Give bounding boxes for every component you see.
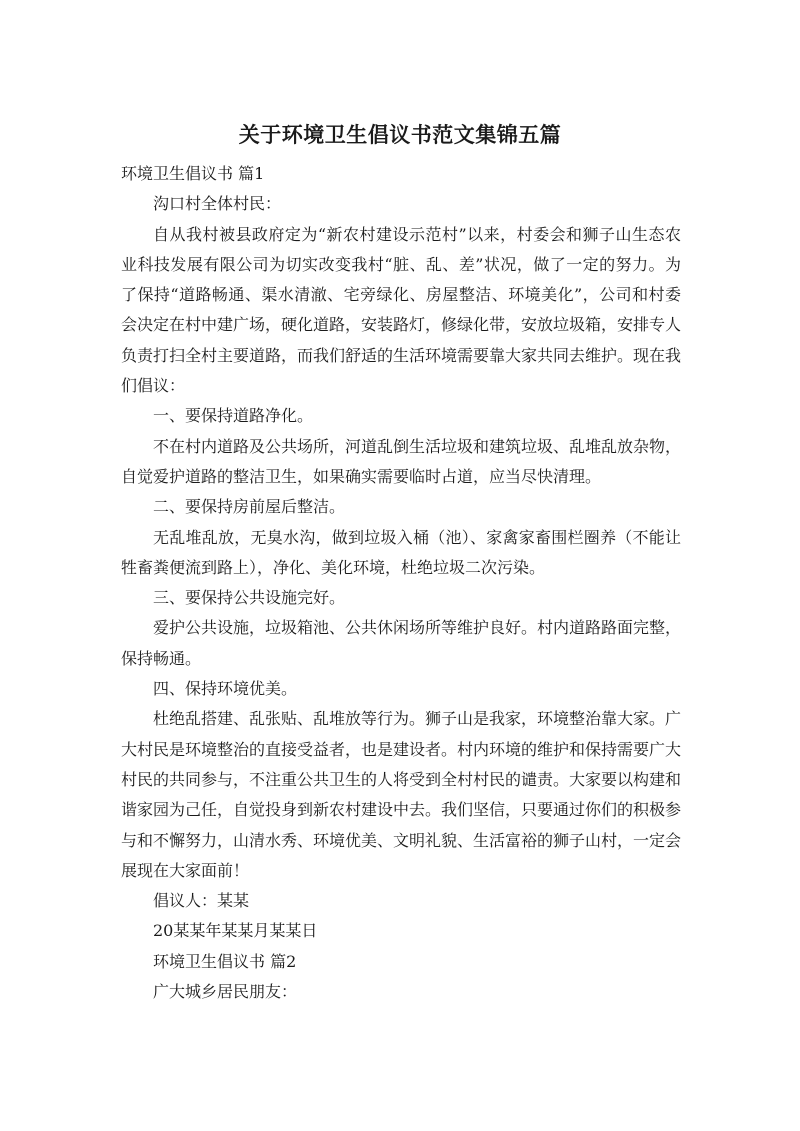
point-body-3: 爱护公共设施，垃圾箱池、公共休闲场所等维护良好。村内道路路面完整，保持畅通。	[121, 618, 682, 668]
date-line: 20某某年某某月某某日	[153, 921, 318, 941]
signature-line: 倡议人：某某	[153, 891, 250, 911]
point-heading-1: 一、要保持道路净化。	[153, 406, 314, 426]
salutation: 沟口村全体村民：	[153, 194, 282, 214]
section-heading-1: 环境卫生倡议书 篇1	[121, 164, 265, 183]
paragraph-intro: 自从我村被县政府定为“新农村建设示范村”以来，村委会和狮子山生态农业科技发展有限公司为切实改变我村“脏、乱、差”状况，做了一定的努力。为了保持“道路畅通、渠水清澈、宅旁绿化、房屋整洁、环境美化”，公司和村委会决定在村中建广场，硬化道路，安装路灯，修绿化带，安放垃圾箱，安排专人负责打扫全村主要道路，而我们舒适的生活环境需要靠大家共同去维护。现在我们倡议：	[121, 224, 682, 396]
document-body	[121, 159, 681, 1007]
point-body-2: 无乱堆乱放，无臭水沟，做到垃圾入桶（池）、家禽家畜围栏圈养（不能让牲畜粪便流到路上），净化、美化环境，杜绝垃圾二次污染。	[121, 527, 681, 577]
section-heading-2: 环境卫生倡议书 篇2	[153, 951, 297, 971]
point-heading-3: 三、要保持公共设施完好。	[153, 588, 346, 608]
point-body-4: 杜绝乱搭建、乱张贴、乱堆放等行为。狮子山是我家，环境整治靠大家。广大村民是环境整治的直接受益者，也是建设者。村内环境的维护和保持需要广大村民的共同参与，不注重公共卫生的人将受到全村村民的谴责。大家要以构建和谐家园为己任，自觉投身到新农村建设中去。我们坚信，只要通过你们的积极参与和不懈努力，山清水秀、环境优美、文明礼貌、生活富裕的狮子山村，一定会展现在大家面前！	[121, 709, 682, 880]
salutation-2: 广大城乡居民朋友：	[153, 982, 298, 1002]
document-title: 关于环境卫生倡议书范文集锦五篇	[238, 123, 562, 147]
point-heading-2: 二、要保持房前屋后整洁。	[153, 497, 346, 517]
point-body-1: 不在村内道路及公共场所，河道乱倒生活垃圾和建筑垃圾、乱堆乱放杂物，自觉爱护道路的整洁卫生，如果确实需要临时占道，应当尽快清理。	[121, 436, 682, 486]
point-heading-4: 四、保持环境优美。	[153, 679, 298, 699]
